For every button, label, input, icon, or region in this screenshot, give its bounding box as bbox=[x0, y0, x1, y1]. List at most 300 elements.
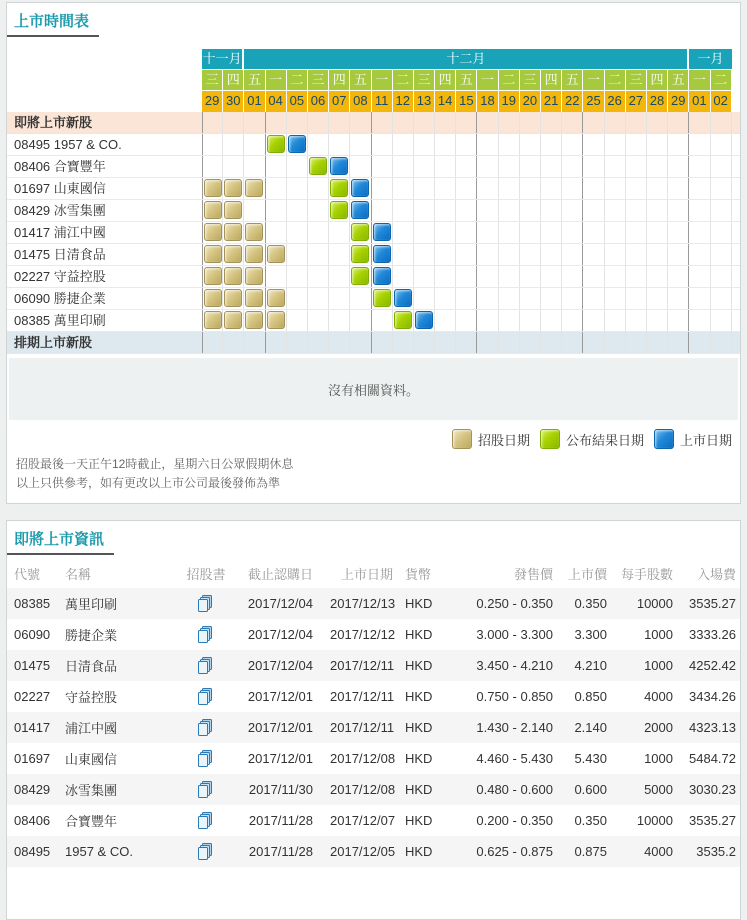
offer-price-cell: 3.000 - 3.300 bbox=[476, 627, 553, 643]
gantt-band-slot bbox=[414, 332, 435, 353]
gantt-slot bbox=[541, 288, 562, 309]
weekday-cell: 三 bbox=[308, 70, 329, 91]
gantt-band-slot bbox=[605, 112, 626, 133]
gantt-slot bbox=[541, 156, 562, 177]
listing-price-cell: 0.850 bbox=[574, 689, 607, 705]
stock-name-cell: 日清食品 bbox=[65, 659, 118, 675]
weekday-cell: 二 bbox=[287, 70, 308, 91]
deadline-cell: 2017/12/04 bbox=[247, 658, 313, 674]
gantt-slot bbox=[223, 178, 244, 199]
gantt-slot bbox=[393, 244, 414, 265]
stock-name-cell: 冰雪集團 bbox=[65, 783, 118, 799]
stock-name-cell: 浦江中國 bbox=[65, 721, 118, 737]
currency-cell: HKD bbox=[405, 658, 433, 674]
result-date-cell bbox=[351, 245, 369, 263]
legend-item-listing bbox=[654, 429, 732, 449]
listing-price-cell: 0.350 bbox=[574, 813, 607, 829]
gantt-slot bbox=[605, 244, 626, 265]
gantt-slot bbox=[647, 134, 668, 155]
gantt-slot bbox=[202, 288, 223, 309]
currency-cell: HKD bbox=[405, 627, 433, 643]
listing-date-cell bbox=[288, 135, 306, 153]
gantt-slot bbox=[435, 156, 456, 177]
entry-fee-cell: 5484.72 bbox=[689, 751, 736, 767]
gantt-band-slot bbox=[456, 112, 477, 133]
gantt-slot bbox=[372, 222, 393, 243]
gantt-slot bbox=[393, 222, 414, 243]
gantt-slot bbox=[711, 288, 732, 309]
documents-icon[interactable] bbox=[197, 688, 215, 706]
listing-date-cell bbox=[373, 267, 391, 285]
gantt-slot bbox=[435, 288, 456, 309]
offer-date-cell bbox=[245, 267, 263, 285]
date-cell: 01 bbox=[689, 91, 710, 112]
gantt-slot bbox=[287, 288, 308, 309]
gantt-slot bbox=[350, 134, 371, 155]
weekday-cell: 四 bbox=[223, 70, 244, 91]
gantt-section-upcoming bbox=[7, 112, 740, 134]
gantt-slot bbox=[308, 266, 329, 287]
legend-item-result bbox=[540, 429, 644, 449]
gantt-slot bbox=[393, 134, 414, 155]
gantt-slot bbox=[308, 156, 329, 177]
gantt-slot bbox=[456, 156, 477, 177]
gantt-band-slot bbox=[668, 112, 689, 133]
gantt-slot bbox=[668, 156, 689, 177]
gantt-slot bbox=[393, 156, 414, 177]
gantt-slot bbox=[414, 310, 435, 331]
gantt-slot bbox=[583, 134, 604, 155]
weekday-cell: 三 bbox=[202, 70, 223, 91]
gantt-slot bbox=[647, 222, 668, 243]
gantt-band-slot bbox=[477, 332, 498, 353]
prospectus-cell bbox=[177, 650, 235, 681]
gantt-slot bbox=[711, 178, 732, 199]
gantt-slot bbox=[350, 288, 371, 309]
gantt-weekday-row bbox=[7, 70, 740, 91]
footnote-line-1: 招股最後一天正午12時截止，星期六日公眾假期休息 bbox=[16, 457, 294, 471]
gantt-slot bbox=[499, 310, 520, 331]
gantt-slot bbox=[499, 200, 520, 221]
gantt-slot bbox=[689, 178, 710, 199]
gantt-slot bbox=[350, 310, 371, 331]
gantt-slot bbox=[223, 244, 244, 265]
gantt-stock-label: 08406 合寶豐年 bbox=[14, 159, 106, 174]
gantt-band-slot bbox=[689, 112, 710, 133]
listing-price-cell: 4.210 bbox=[574, 658, 607, 674]
gantt-band-slot bbox=[520, 332, 541, 353]
documents-icon[interactable] bbox=[197, 595, 215, 613]
offer-date-cell bbox=[204, 223, 222, 241]
weekday-cell: 二 bbox=[499, 70, 520, 91]
documents-icon[interactable] bbox=[197, 781, 215, 799]
documents-icon[interactable] bbox=[197, 843, 215, 861]
result-swatch-icon bbox=[540, 429, 560, 449]
gantt-band-slot bbox=[287, 112, 308, 133]
weekday-cell: 五 bbox=[456, 70, 477, 91]
gantt-slot bbox=[372, 178, 393, 199]
offer-date-cell bbox=[224, 289, 242, 307]
documents-icon[interactable] bbox=[197, 750, 215, 768]
offer-date-cell bbox=[245, 179, 263, 197]
gantt-slot bbox=[562, 134, 583, 155]
gantt-band-slot bbox=[626, 332, 647, 353]
gantt-stock-label: 01417 浦江中國 bbox=[14, 225, 106, 240]
gantt-slot bbox=[647, 244, 668, 265]
gantt-stock-label: 08385 萬里印刷 bbox=[14, 313, 106, 328]
result-date-cell bbox=[351, 223, 369, 241]
offer-date-cell bbox=[204, 179, 222, 197]
listing-date-cell: 2017/12/08 bbox=[330, 782, 396, 798]
entry-fee-cell: 3434.26 bbox=[689, 689, 736, 705]
gantt-slot bbox=[689, 244, 710, 265]
gantt-slot bbox=[711, 266, 732, 287]
gantt-slot bbox=[414, 222, 435, 243]
prospectus-cell bbox=[177, 681, 235, 712]
gantt-stock-label: 01697 山東國信 bbox=[14, 181, 106, 196]
gantt-slot bbox=[266, 178, 287, 199]
date-cell: 20 bbox=[520, 91, 541, 112]
gantt-slot bbox=[266, 222, 287, 243]
column-header: 名稱 bbox=[65, 567, 92, 583]
entry-fee-cell: 4252.42 bbox=[689, 658, 736, 674]
offer-date-cell bbox=[204, 311, 222, 329]
gantt-rows bbox=[7, 134, 740, 332]
currency-cell: HKD bbox=[405, 782, 433, 798]
listing-date-cell bbox=[373, 245, 391, 263]
gantt-band-slot bbox=[541, 332, 562, 353]
gantt-slot bbox=[414, 244, 435, 265]
gantt-slot bbox=[414, 200, 435, 221]
stock-name-cell: 山東國信 bbox=[65, 752, 118, 768]
gantt-band-slot bbox=[202, 112, 223, 133]
offer-date-cell bbox=[224, 311, 242, 329]
listing-date-cell: 2017/12/12 bbox=[330, 627, 396, 643]
gantt-date-spacer bbox=[7, 91, 202, 112]
gantt-slot bbox=[435, 178, 456, 199]
gantt-slot bbox=[668, 244, 689, 265]
column-header: 上市日期 bbox=[340, 567, 393, 583]
gantt-slot bbox=[202, 134, 223, 155]
date-cell: 02 bbox=[711, 91, 732, 112]
documents-icon[interactable] bbox=[197, 626, 215, 644]
stock-code-cell: 08385 bbox=[14, 596, 51, 612]
listing-gantt-chart bbox=[7, 49, 740, 354]
offer-price-cell: 3.450 - 4.210 bbox=[476, 658, 553, 674]
date-cell: 11 bbox=[372, 91, 393, 112]
listing-price-cell: 0.600 bbox=[574, 782, 607, 798]
footnote bbox=[16, 455, 740, 493]
entry-fee-cell: 3535.27 bbox=[689, 813, 736, 829]
prospectus-cell bbox=[177, 743, 235, 774]
gantt-slot bbox=[266, 288, 287, 309]
stock-code-cell: 08495 bbox=[14, 844, 51, 860]
gantt-band-slot bbox=[583, 112, 604, 133]
table-header-row bbox=[7, 559, 740, 588]
lot-size-cell: 2000 bbox=[644, 720, 673, 736]
gantt-slot bbox=[626, 178, 647, 199]
prospectus-cell bbox=[177, 712, 235, 743]
gantt-band-slot bbox=[435, 112, 456, 133]
date-cell: 26 bbox=[605, 91, 626, 112]
offer-price-cell: 1.430 - 2.140 bbox=[476, 720, 553, 736]
gantt-stock-label: 02227 守益控股 bbox=[14, 269, 106, 284]
gantt-slot bbox=[477, 156, 498, 177]
gantt-slot bbox=[223, 156, 244, 177]
table-row bbox=[7, 619, 740, 650]
gantt-month-row bbox=[7, 49, 740, 70]
gantt-band-slot bbox=[372, 112, 393, 133]
gantt-slot bbox=[414, 178, 435, 199]
gantt-band-slot bbox=[266, 112, 287, 133]
listing-price-cell: 3.300 bbox=[574, 627, 607, 643]
gantt-slot bbox=[583, 178, 604, 199]
date-cell: 22 bbox=[562, 91, 583, 112]
prospectus-cell bbox=[177, 588, 235, 619]
gantt-slot bbox=[689, 310, 710, 331]
legend-item-offer bbox=[452, 429, 530, 449]
gantt-slot bbox=[477, 178, 498, 199]
weekday-cell: 五 bbox=[350, 70, 371, 91]
lot-size-cell: 10000 bbox=[636, 596, 673, 612]
gantt-slot bbox=[626, 244, 647, 265]
gantt-stock-label: 08429 冰雪集團 bbox=[14, 203, 106, 218]
gantt-slot bbox=[329, 310, 350, 331]
gantt-slot bbox=[477, 244, 498, 265]
gantt-slot bbox=[647, 200, 668, 221]
gantt-band-slot bbox=[372, 332, 393, 353]
gantt-slot bbox=[689, 134, 710, 155]
column-header: 發售價 bbox=[513, 567, 553, 583]
date-cell: 07 bbox=[329, 91, 350, 112]
gantt-legend bbox=[7, 429, 732, 449]
gantt-slot bbox=[223, 134, 244, 155]
gantt-slot bbox=[477, 134, 498, 155]
documents-icon[interactable] bbox=[197, 719, 215, 737]
gantt-slot bbox=[202, 244, 223, 265]
listing-price-cell: 2.140 bbox=[574, 720, 607, 736]
gantt-slot bbox=[287, 266, 308, 287]
date-cell: 30 bbox=[223, 91, 244, 112]
gantt-slot bbox=[223, 266, 244, 287]
result-date-cell bbox=[351, 267, 369, 285]
documents-icon[interactable] bbox=[197, 657, 215, 675]
gantt-slot bbox=[287, 156, 308, 177]
gantt-slot bbox=[435, 222, 456, 243]
stock-name-cell: 勝捷企業 bbox=[65, 628, 118, 644]
gantt-slot bbox=[499, 288, 520, 309]
gantt-slot bbox=[329, 156, 350, 177]
date-cell: 19 bbox=[499, 91, 520, 112]
month-cell: 一月 bbox=[689, 49, 731, 70]
gantt-slot bbox=[287, 178, 308, 199]
gantt-slot bbox=[541, 200, 562, 221]
gantt-slot bbox=[689, 288, 710, 309]
gantt-slot bbox=[372, 310, 393, 331]
gantt-slot bbox=[202, 200, 223, 221]
gantt-slot bbox=[562, 178, 583, 199]
listing-date-cell bbox=[415, 311, 433, 329]
date-cell: 15 bbox=[456, 91, 477, 112]
weekday-cell: 五 bbox=[244, 70, 265, 91]
gantt-slot bbox=[626, 222, 647, 243]
date-cell: 28 bbox=[647, 91, 668, 112]
gantt-slot bbox=[689, 222, 710, 243]
gantt-band-slot bbox=[308, 332, 329, 353]
column-header: 入場費 bbox=[696, 567, 736, 583]
offer-price-cell: 0.625 - 0.875 bbox=[476, 844, 553, 860]
gantt-band-slot bbox=[266, 332, 287, 353]
gantt-slot bbox=[308, 288, 329, 309]
legend-label: 公布結果日期 bbox=[565, 432, 644, 448]
gantt-stock-row bbox=[7, 266, 740, 288]
gantt-stock-row bbox=[7, 156, 740, 178]
gantt-slot bbox=[605, 288, 626, 309]
gantt-slot bbox=[308, 244, 329, 265]
column-header: 上市價 bbox=[567, 567, 607, 583]
gantt-slot bbox=[287, 222, 308, 243]
deadline-cell: 2017/12/04 bbox=[247, 627, 313, 643]
gantt-slot bbox=[647, 156, 668, 177]
weekday-cell: 一 bbox=[689, 70, 710, 91]
gantt-slot bbox=[477, 310, 498, 331]
column-header: 招股書 bbox=[186, 567, 226, 583]
gantt-band-slot bbox=[562, 332, 583, 353]
gantt-slot bbox=[414, 156, 435, 177]
date-cell: 25 bbox=[583, 91, 604, 112]
gantt-slot bbox=[308, 178, 329, 199]
gantt-slot bbox=[626, 288, 647, 309]
gantt-slot bbox=[562, 266, 583, 287]
gantt-slot bbox=[541, 310, 562, 331]
gantt-slot bbox=[668, 222, 689, 243]
gantt-slot bbox=[329, 222, 350, 243]
gantt-slot bbox=[287, 200, 308, 221]
table-body bbox=[7, 588, 740, 867]
gantt-slot bbox=[689, 200, 710, 221]
offer-date-cell bbox=[224, 245, 242, 263]
date-cell: 13 bbox=[414, 91, 435, 112]
gantt-slot bbox=[287, 134, 308, 155]
entry-fee-cell: 3535.2 bbox=[696, 844, 736, 860]
gantt-slot bbox=[477, 222, 498, 243]
gantt-slot bbox=[605, 222, 626, 243]
gantt-band-slot bbox=[435, 332, 456, 353]
offer-price-cell: 0.750 - 0.850 bbox=[476, 689, 553, 705]
stock-code-cell: 01417 bbox=[14, 720, 51, 736]
stock-code-cell: 01697 bbox=[14, 751, 51, 767]
gantt-stock-row bbox=[7, 310, 740, 332]
gantt-band-slot bbox=[202, 332, 223, 353]
gantt-slot bbox=[266, 266, 287, 287]
column-header: 每手股數 bbox=[620, 567, 673, 583]
gantt-slot bbox=[329, 288, 350, 309]
gantt-slot bbox=[244, 310, 265, 331]
table-row bbox=[7, 681, 740, 712]
gantt-slot bbox=[223, 200, 244, 221]
weekday-cell: 四 bbox=[541, 70, 562, 91]
gantt-slot bbox=[562, 222, 583, 243]
deadline-cell: 2017/11/28 bbox=[248, 844, 313, 860]
offer-date-cell bbox=[245, 223, 263, 241]
offer-date-cell bbox=[267, 311, 285, 329]
listing-swatch-icon bbox=[654, 429, 674, 449]
gantt-band-slot bbox=[329, 112, 350, 133]
deadline-cell: 2017/11/28 bbox=[248, 813, 313, 829]
gantt-slot bbox=[541, 244, 562, 265]
gantt-slot bbox=[562, 244, 583, 265]
gantt-slot bbox=[647, 178, 668, 199]
weekday-cell: 一 bbox=[477, 70, 498, 91]
timetable-title: 上市時間表 bbox=[7, 3, 99, 37]
gantt-date-row bbox=[7, 91, 740, 112]
gantt-slot bbox=[605, 200, 626, 221]
column-header: 貨幣 bbox=[405, 567, 432, 583]
offer-date-cell bbox=[224, 179, 242, 197]
gantt-slot bbox=[329, 244, 350, 265]
stock-name-cell: 守益控股 bbox=[65, 690, 118, 706]
gantt-slot bbox=[520, 134, 541, 155]
result-date-cell bbox=[394, 311, 412, 329]
offer-date-cell bbox=[224, 201, 242, 219]
listing-date-cell: 2017/12/13 bbox=[330, 596, 396, 612]
gantt-slot bbox=[647, 288, 668, 309]
documents-icon[interactable] bbox=[197, 812, 215, 830]
result-date-cell bbox=[330, 201, 348, 219]
gantt-slot bbox=[266, 310, 287, 331]
weekday-cell: 三 bbox=[520, 70, 541, 91]
gantt-slot bbox=[393, 288, 414, 309]
gantt-slot bbox=[626, 266, 647, 287]
gantt-slot bbox=[499, 266, 520, 287]
gantt-slot bbox=[350, 222, 371, 243]
legend-label: 上市日期 bbox=[679, 432, 732, 448]
gantt-slot bbox=[350, 266, 371, 287]
lot-size-cell: 1000 bbox=[644, 751, 673, 767]
table-row bbox=[7, 836, 740, 867]
lot-size-cell: 10000 bbox=[636, 813, 673, 829]
gantt-slot bbox=[287, 310, 308, 331]
table-row bbox=[7, 743, 740, 774]
gantt-stock-label: 08495 1957 & CO. bbox=[14, 137, 122, 152]
deadline-cell: 2017/12/01 bbox=[247, 751, 313, 767]
gantt-slot bbox=[308, 222, 329, 243]
gantt-slot bbox=[583, 310, 604, 331]
lot-size-cell: 5000 bbox=[644, 782, 673, 798]
gantt-band-slot bbox=[499, 112, 520, 133]
gantt-slot bbox=[372, 266, 393, 287]
upcoming-info-panel bbox=[6, 520, 741, 920]
gantt-slot bbox=[605, 178, 626, 199]
gantt-slot bbox=[456, 178, 477, 199]
gantt-band-slot bbox=[223, 112, 244, 133]
offer-date-cell bbox=[204, 245, 222, 263]
gantt-slot bbox=[541, 134, 562, 155]
gantt-slot bbox=[414, 266, 435, 287]
listing-date-cell bbox=[351, 179, 369, 197]
gantt-slot bbox=[244, 178, 265, 199]
lot-size-cell: 1000 bbox=[644, 658, 673, 674]
table-row bbox=[7, 774, 740, 805]
gantt-slot bbox=[202, 310, 223, 331]
gantt-slot bbox=[244, 244, 265, 265]
gantt-slot bbox=[202, 178, 223, 199]
table-row bbox=[7, 712, 740, 743]
gantt-slot bbox=[308, 134, 329, 155]
date-cell: 01 bbox=[244, 91, 265, 112]
lot-size-cell: 4000 bbox=[644, 689, 673, 705]
gantt-slot bbox=[456, 288, 477, 309]
